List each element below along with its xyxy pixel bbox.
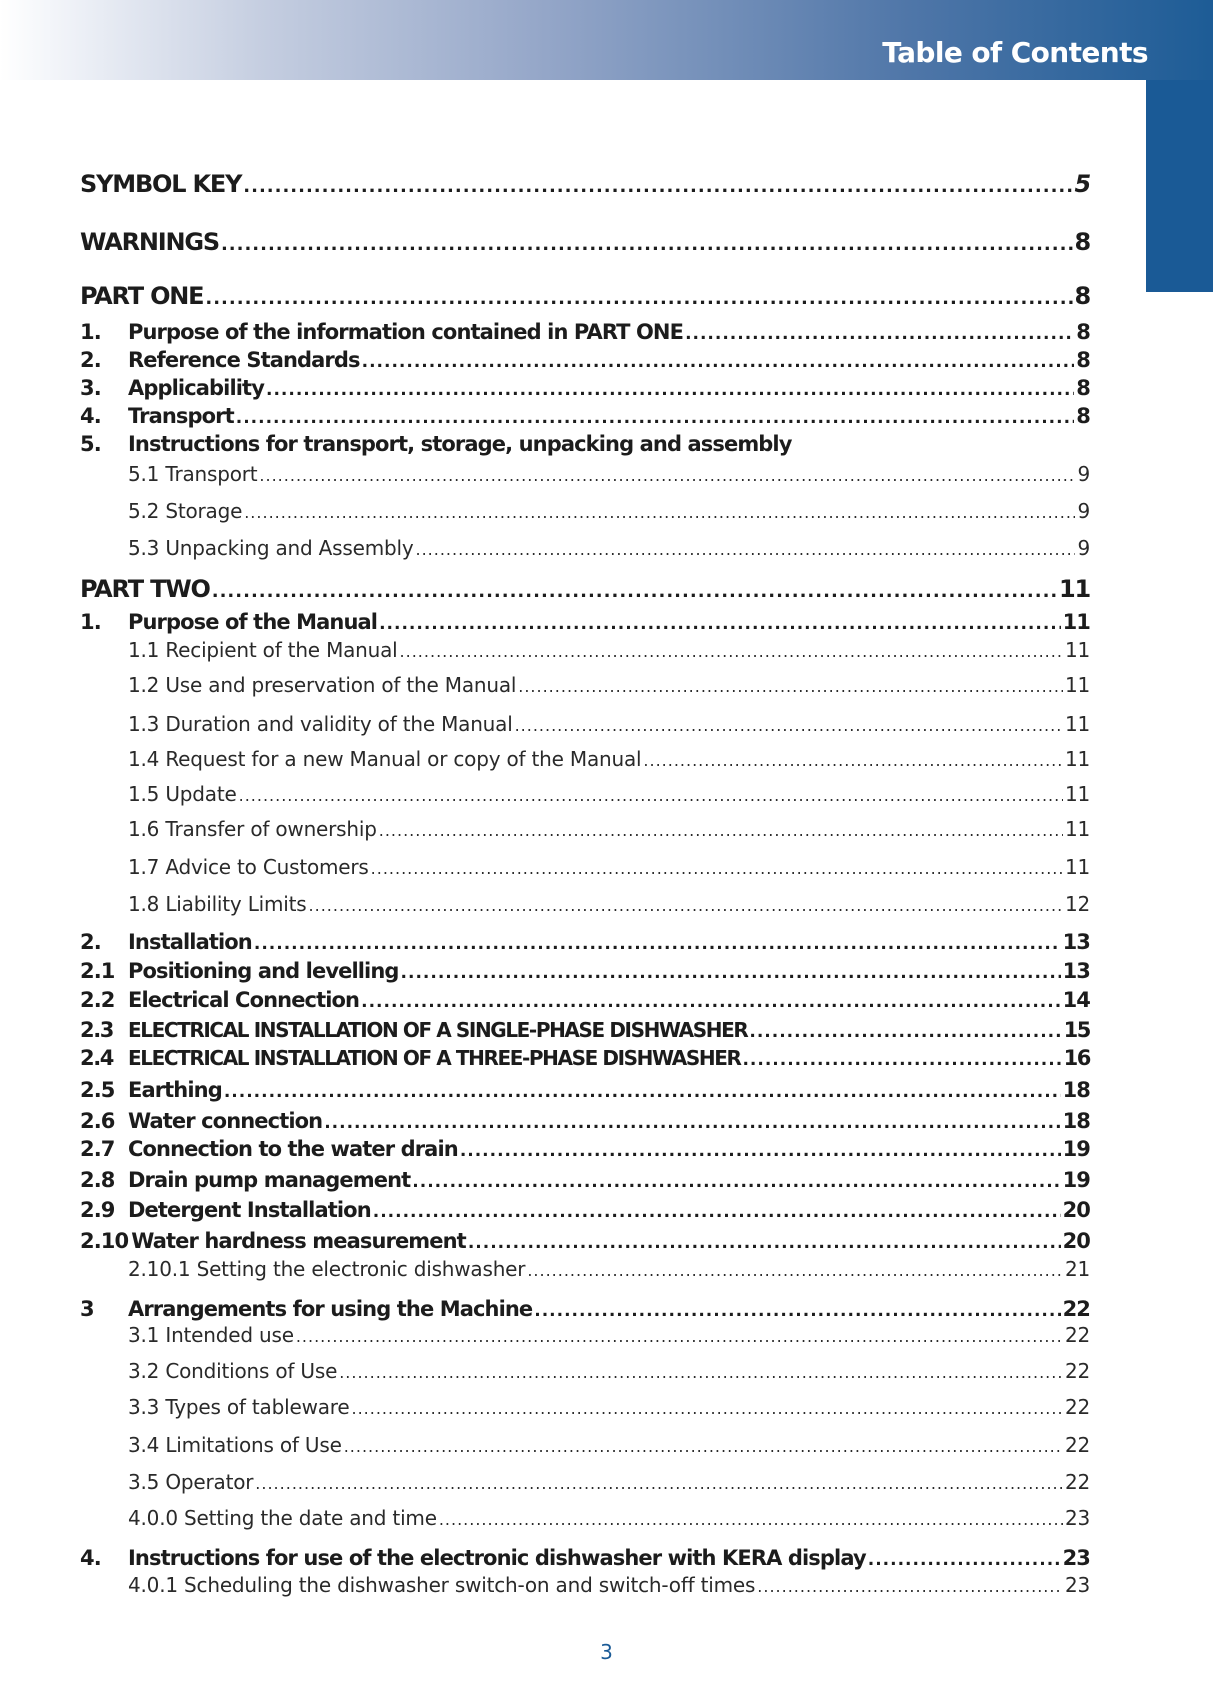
toc-entry[interactable]: 3.1 Intended use ..... 22 [80,1323,1090,1347]
toc-page: 20 [1062,1229,1090,1253]
toc-entry[interactable]: 2.2 Electrical Connection ..... 14 [80,988,1090,1012]
toc-page: 23 [1062,1546,1090,1570]
toc-entry[interactable]: 1.1 Recipient of the Manual ..... 11 [80,638,1090,662]
toc-page: 22 [1062,1297,1090,1321]
toc-page: 22 [1064,1395,1090,1419]
toc-page: 11 [1064,673,1090,697]
toc-entry[interactable]: 2.7 Connection to the water drain ..... 19 [80,1137,1090,1161]
toc-page: 8 [1074,228,1090,256]
toc-page: 23 [1064,1573,1090,1597]
toc-entry[interactable]: 2. Installation ..... 13 [80,930,1090,954]
toc-entry[interactable]: 1.7 Advice to Customers ..... 11 [80,855,1090,879]
toc-entry[interactable]: 5.1 Transport ..... 9 [80,462,1090,486]
toc-entry[interactable]: 1.6 Transfer of ownership ..... 11 [80,817,1090,841]
toc-page: 18 [1062,1078,1090,1102]
toc-entry[interactable]: 3.3 Types of tableware ..... 22 [80,1395,1090,1419]
toc-entry[interactable]: 1.5 Update ..... 11 [80,782,1090,806]
toc-page: 8 [1076,320,1090,344]
toc-page: 22 [1064,1470,1090,1494]
toc-page: 22 [1064,1323,1090,1347]
toc-page: 11 [1064,855,1090,879]
toc-page: 18 [1062,1109,1090,1133]
page-title: Table of Contents [882,36,1148,69]
toc-entry[interactable]: 2.4 ELECTRICAL INSTALLATION OF A THREE-PHASE DISHWASHER ..... 16 [80,1046,1090,1070]
toc-page: 21 [1064,1257,1090,1281]
toc-page: 11 [1064,782,1090,806]
toc-page: 8 [1076,376,1090,400]
toc-entry[interactable]: 2. Reference Standards ..... 8 [80,348,1090,372]
toc-entry[interactable]: 2.6 Water connection ..... 18 [80,1109,1090,1133]
toc-entry[interactable]: 2.5 Earthing ..... 18 [80,1078,1090,1102]
toc-entry[interactable]: 3 Arrangements for using the Machine ..... 22 [80,1297,1090,1321]
toc-entry-part-two[interactable]: PART TWO ..... 11 [80,575,1090,603]
toc-entry[interactable]: 5.2 Storage ..... 9 [80,499,1090,523]
toc-page: 12 [1064,892,1090,916]
toc-page: 8 [1076,404,1090,428]
toc-entry[interactable]: 1.4 Request for a new Manual or copy of the Manual ..... 11 [80,747,1090,771]
toc-page: 9 [1077,462,1090,486]
toc-entry[interactable]: 1.8 Liability Limits ..... 12 [80,892,1090,916]
toc-page: 8 [1074,282,1090,310]
side-tab-marker [1146,80,1213,292]
toc-entry[interactable]: 1.2 Use and preservation of the Manual ..... 11 [80,673,1090,697]
toc-entry[interactable]: 4. Transport ..... 8 [80,404,1090,428]
toc-page: 11 [1064,638,1090,662]
toc-entry[interactable]: 2.8 Drain pump management ..... 19 [80,1168,1090,1192]
toc-entry[interactable]: 1.3 Duration and validity of the Manual ..... 11 [80,712,1090,736]
toc-page: 23 [1064,1506,1090,1530]
toc-entry[interactable]: 5.3 Unpacking and Assembly ..... 9 [80,536,1090,560]
toc-entry-warnings[interactable]: WARNINGS ..... 8 [80,228,1090,256]
toc-entry[interactable]: 1. Purpose of the Manual ..... 11 [80,610,1090,634]
toc-page: 11 [1064,747,1090,771]
toc-page: 11 [1059,575,1090,603]
toc-page: 13 [1062,959,1090,983]
toc-entry[interactable]: 2.1 Positioning and levelling ..... 13 [80,959,1090,983]
toc-page: 9 [1077,499,1090,523]
toc-page: 11 [1064,712,1090,736]
toc-page: 20 [1062,1198,1090,1222]
toc-entry[interactable]: 2.10.1 Setting the electronic dishwasher ..... 21 [80,1257,1090,1281]
toc-page: 22 [1064,1359,1090,1383]
toc-entry[interactable]: 3.2 Conditions of Use ..... 22 [80,1359,1090,1383]
toc-entry-symbol-key[interactable]: SYMBOL KEY ..... 5 [80,170,1090,198]
toc-page: 9 [1077,536,1090,560]
toc-page: 11 [1062,610,1090,634]
toc-entry[interactable]: 1. Purpose of the information contained in PART ONE ..... 8 [80,320,1090,344]
toc-page: 5 [1074,170,1090,198]
toc-entry[interactable]: 3. Applicability ..... 8 [80,376,1090,400]
toc-entry[interactable]: 4.0.1 Scheduling the dishwasher switch-on and switch-off times ..... 23 [80,1573,1090,1597]
toc-entry[interactable]: 2.10 Water hardness measurement ..... 20 [80,1229,1090,1253]
toc-entry[interactable]: 3.4 Limitations of Use ..... 22 [80,1433,1090,1457]
toc-entry[interactable]: 3.5 Operator ..... 22 [80,1470,1090,1494]
toc-entry[interactable]: 4. Instructions for use of the electronic dishwasher with KERA display ..... 23 [80,1546,1090,1570]
toc-entry[interactable]: 2.9 Detergent Installation ..... 20 [80,1198,1090,1222]
toc-page: 19 [1062,1137,1090,1161]
toc-page: 22 [1064,1433,1090,1457]
toc-page: 11 [1064,817,1090,841]
toc-page: 14 [1062,988,1090,1012]
toc-entry[interactable]: 5. Instructions for transport, storage, unpacking and assembly [80,432,792,456]
toc-page: 13 [1062,930,1090,954]
toc-entry-part-one[interactable]: PART ONE ..... 8 [80,282,1090,310]
toc-entry[interactable]: 2.3 ELECTRICAL INSTALLATION OF A SINGLE-PHASE DISHWASHER ..... 15 [80,1018,1090,1042]
toc-page: 15 [1063,1018,1090,1042]
toc-page: 8 [1076,348,1090,372]
toc-page: 16 [1063,1046,1090,1070]
page-number: 3 [600,1640,613,1664]
toc-entry[interactable]: 4.0.0 Setting the date and time ..... 23 [80,1506,1090,1530]
toc-page: 19 [1062,1168,1090,1192]
